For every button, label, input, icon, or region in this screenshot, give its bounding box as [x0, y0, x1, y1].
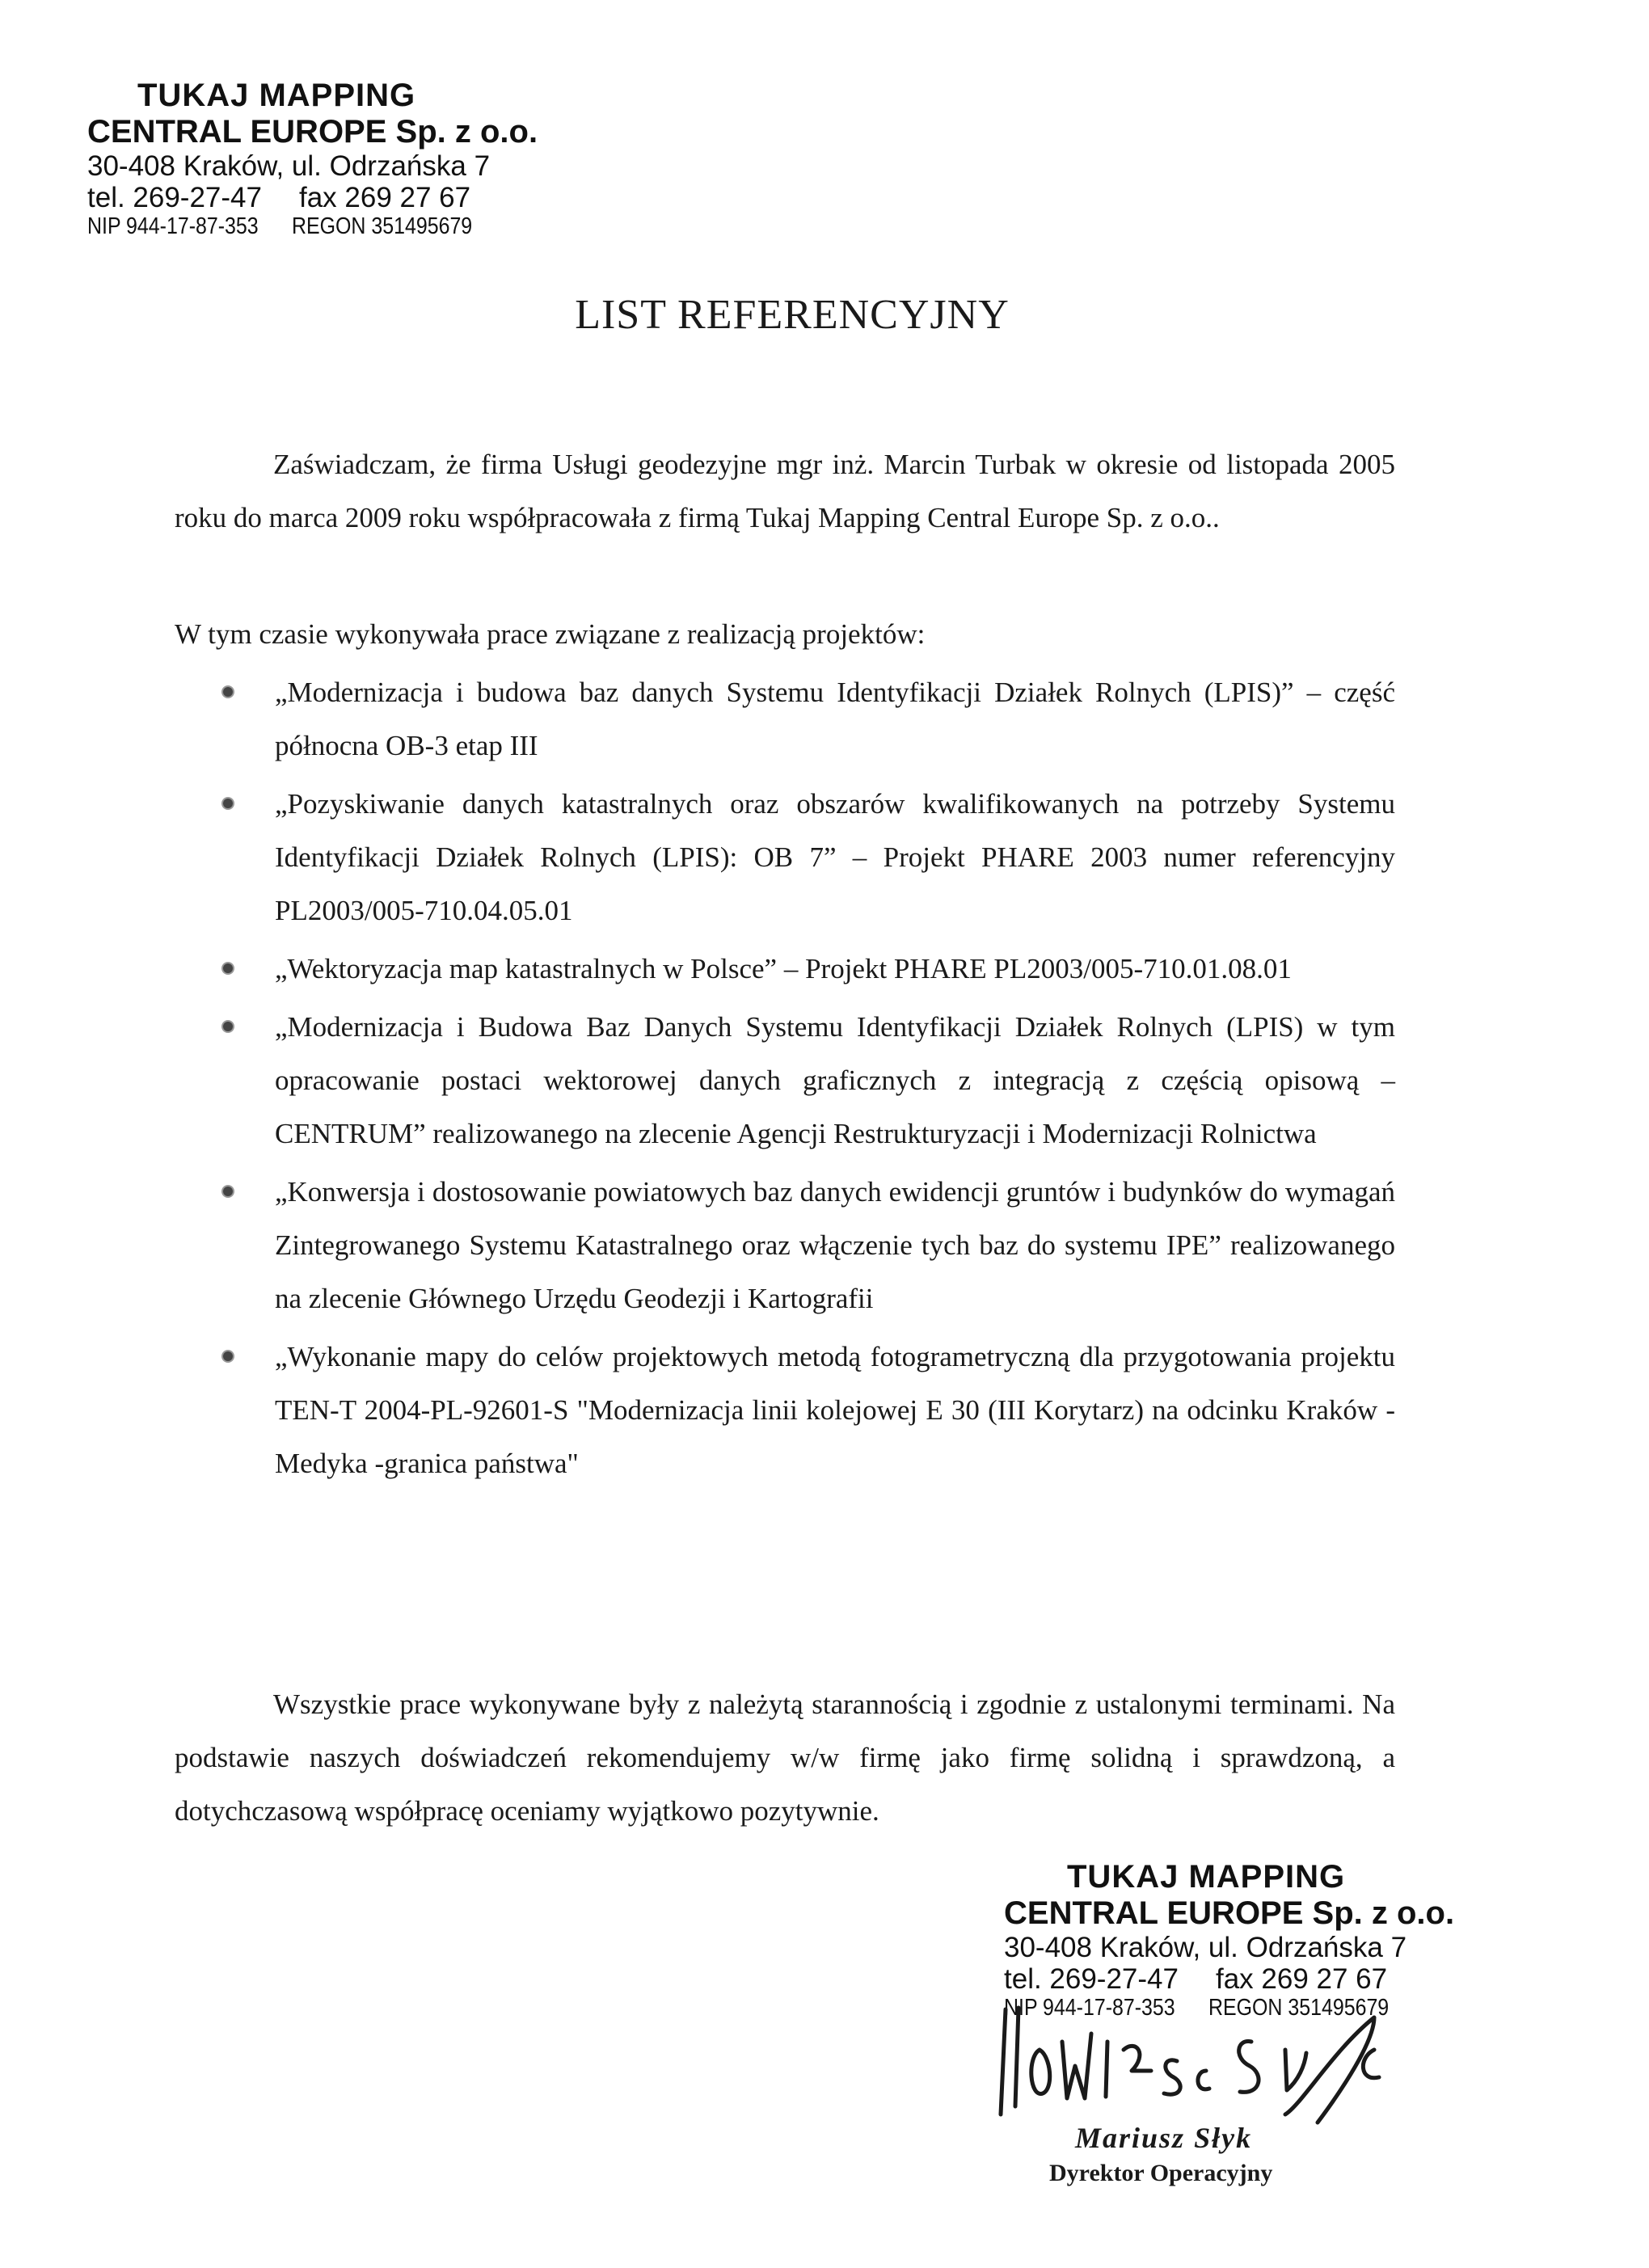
- stamp-nip: NIP 944-17-87-353: [87, 213, 259, 239]
- stamp-company-legal-name: CENTRAL EUROPE Sp. z o.o.: [1004, 1895, 1455, 1931]
- stamp-tel: tel. 269-27-47: [1004, 1962, 1179, 1995]
- intro-paragraph: Zaświadczam, że firma Usługi geodezyjne mgr inż. Marcin Turbak w okresie od listopada 2005 roku do marca 2009 roku współpracowała z firmą Tukaj Mapping Central Europe Sp. z o.o..: [175, 449, 1395, 533]
- projects-list: [175, 666, 1395, 1495]
- stamp-company-name: TUKAJ MAPPING: [1067, 1859, 1346, 1895]
- bullet-icon: [223, 799, 233, 808]
- list-item: [175, 1166, 1395, 1326]
- project-text: „Modernizacja i budowa baz danych Systemu Identyfikacji Działek Rolnych (LPIS)” – część północna OB-3 etap III: [275, 677, 1395, 761]
- stamp-nip: NIP 944-17-87-353: [1004, 1994, 1175, 2021]
- bullet-icon: [223, 1022, 233, 1031]
- list-item: [175, 1330, 1395, 1490]
- project-text: „Konwersja i dostosowanie powiatowych baz danych ewidencji gruntów i budynków do wymagań Zintegrowanego Systemu Katastralnego oraz włączenie tych baz do systemu IPE” realizowanego na zlecenie Głównego Urzędu Geodezji i Kartografii: [275, 1176, 1395, 1314]
- stamp-tel: tel. 269-27-47: [87, 181, 262, 213]
- signer-role: Dyrektor Operacyjny: [1049, 2160, 1273, 2186]
- bullet-icon: [223, 963, 233, 973]
- bullet-icon: [223, 1351, 233, 1361]
- stamp-company-name: TUKAJ MAPPING: [137, 78, 416, 113]
- stamp-address: 30-408 Kraków, ul. Odrzańska 7: [87, 150, 491, 182]
- stamp-company-legal-name: CENTRAL EUROPE Sp. z o.o.: [87, 113, 538, 150]
- stamp-fax: fax 269 27 67: [1215, 1962, 1388, 1995]
- stamp-contact-line: [87, 182, 538, 213]
- stamp-fax: fax 269 27 67: [298, 181, 471, 213]
- project-text: „Modernizacja i Budowa Baz Danych Systemu Identyfikacji Działek Rolnych (LPIS) w tym opracowanie postaci wektorowej danych graficznych z integracją z częścią opisową – CENTRUM” realizowanego na zlecenie Agencji Restrukturyzacji i Modernizacji Rolnictwa: [275, 1011, 1395, 1149]
- closing-paragraph: Wszystkie prace wykonywane były z należytą starannością i zgodnie z ustalonymi terminami. Na podstawie naszych doświadczeń rekomendujemy w/w firmę jako firmę solidną i sprawdzoną, a dotychczasową współpracę oceniamy wyjątkowo pozytywnie.: [175, 1688, 1395, 1827]
- project-text: „Pozyskiwanie danych katastralnych oraz obszarów kwalifikowanych na potrzeby Systemu Identyfikacji Działek Rolnych (LPIS): OB 7” – Projekt PHARE 2003 numer referencyjny PL2003/005-710.04.05.01: [275, 788, 1395, 926]
- project-text: „Wektoryzacja map katastralnych w Polsce” – Projekt PHARE PL2003/005-710.01.08.01: [275, 953, 1292, 984]
- document-title: LIST REFERENCYJNY: [575, 292, 1010, 338]
- signer-name: Mariusz Słyk: [1075, 2122, 1253, 2154]
- list-item: [175, 1001, 1395, 1161]
- header-company-stamp: [87, 78, 538, 239]
- handwritten-signature: [994, 1993, 1447, 2131]
- stamp-address: 30-408 Kraków, ul. Odrzańska 7: [1004, 1931, 1407, 1963]
- list-item: [175, 778, 1395, 938]
- stamp-regon: REGON 351495679: [1208, 1994, 1390, 2021]
- projects-intro: W tym czasie wykonywała prace związane z realizacją projektów:: [175, 618, 926, 650]
- project-text: „Wykonanie mapy do celów projektowych metodą fotogrametryczną dla przygotowania projektu TEN-T 2004-PL-92601-S "Modernizacja linii kolejowej E 30 (III Korytarz) na odcinku Kraków -Medyka -granica państwa": [275, 1341, 1395, 1479]
- stamp-contact-line: [1004, 1963, 1454, 1995]
- bullet-icon: [223, 1187, 233, 1196]
- list-item: [175, 666, 1395, 773]
- stamp-regon: REGON 351495679: [291, 213, 473, 239]
- list-item: [175, 942, 1395, 996]
- stamp-registry-line: [87, 213, 474, 239]
- bullet-icon: [223, 687, 233, 697]
